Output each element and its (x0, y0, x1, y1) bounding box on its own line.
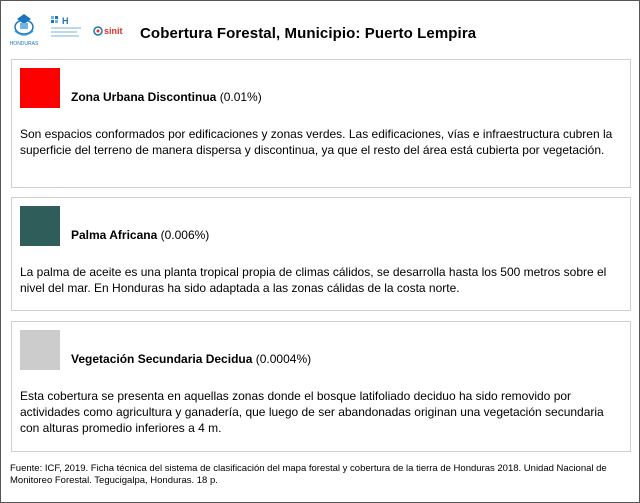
cover-name: Vegetación Secundaria Decidua (71, 352, 253, 366)
color-swatch (20, 68, 60, 108)
svg-text:HONDURAS: HONDURAS (9, 41, 39, 47)
svg-text:sinit: sinit (104, 26, 123, 36)
source-footnote: Fuente: ICF, 2019. Ficha técnica del sistema de clasificación del mapa forestal y cobertura de la tierra de Honduras 2018. Unidad Nacional de Monitoreo Forestal. Tegucigalpa, Honduras. 18 p. (10, 463, 607, 486)
sph-logo (49, 15, 85, 45)
land-cover-card (11, 59, 631, 188)
sinit-logo (93, 23, 129, 39)
color-swatch (20, 330, 60, 370)
page-title: Cobertura Forestal, Municipio: Puerto Lempira (140, 25, 477, 42)
honduras-coat-of-arms-logo (9, 13, 39, 47)
svg-text:H: H (62, 16, 69, 26)
card-heading (71, 228, 209, 242)
land-cover-card (11, 197, 631, 311)
card-heading (71, 352, 311, 366)
land-cover-card (11, 321, 631, 452)
cover-percent: (0.01%) (219, 90, 262, 104)
cover-description: La palma de aceite es una planta tropical propia de climas cálidos, se desarrolla hasta los 500 metros sobre el nivel del mar. En Honduras ha sido adaptada a las zonas cálidas de la costa norte. (20, 265, 607, 295)
card-heading (71, 90, 262, 104)
header (1, 1, 639, 51)
cover-name: Zona Urbana Discontinua (71, 90, 217, 104)
cover-name: Palma Africana (71, 228, 158, 242)
cover-description: Esta cobertura se presenta en aquellas zonas donde el bosque latifoliado deciduo ha sido removido por actividades como agricultura y ganadería, que luego de ser abandonadas originan una vegetación secundaria con alturas promedio inferiores a 4 m. (20, 389, 604, 435)
cover-percent: (0.0004%) (255, 352, 312, 366)
cover-description: Son espacios conformados por edificaciones y zonas verdes. Las edificaciones, vías e infraestructura cubren la superficie del terreno de manera dispersa y discontinua, ya que el resto del área está cubierta por vegetación. (20, 127, 613, 157)
color-swatch (20, 206, 60, 246)
cover-percent: (0.006%) (160, 228, 210, 242)
